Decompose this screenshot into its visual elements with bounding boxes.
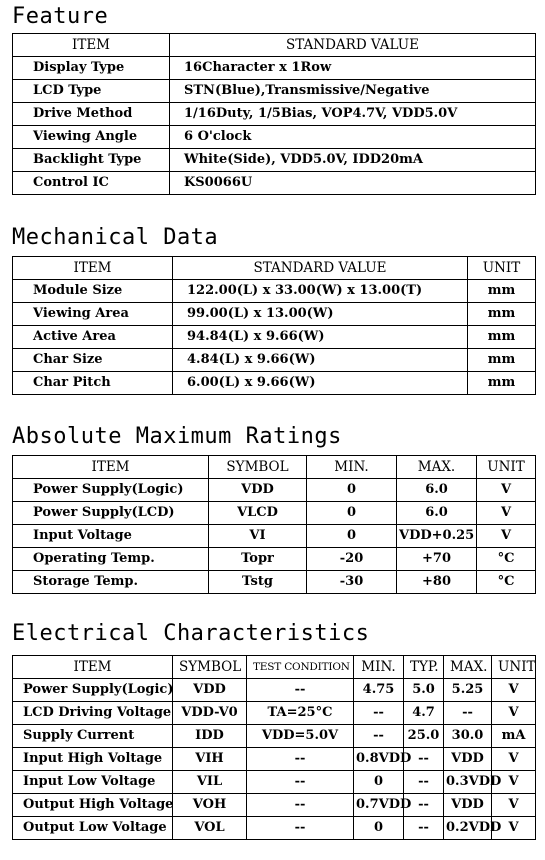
column-header: MAX.	[444, 656, 492, 679]
cell-value: STN(Blue),Transmissive/Negative	[170, 80, 536, 103]
cell-symbol: VLCD	[209, 502, 307, 525]
cell-value: 6.00(L) x 9.66(W)	[173, 372, 468, 395]
table-row	[13, 817, 536, 840]
cell-max: 0.2VDD	[444, 817, 492, 840]
column-header: SYMBOL	[209, 456, 307, 479]
table-row	[13, 372, 536, 395]
cell-symbol: VIL	[173, 771, 247, 794]
column-header: UNIT	[468, 257, 536, 280]
cell-unit: V	[492, 748, 536, 771]
cell-value: 6 O'clock	[170, 126, 536, 149]
cell-symbol: IDD	[173, 725, 247, 748]
cell-value: 16Character x 1Row	[170, 57, 536, 80]
table-header-row	[13, 656, 536, 679]
cell-unit: mA	[492, 725, 536, 748]
column-header: STANDARD VALUE	[173, 257, 468, 280]
cell-unit: mm	[468, 349, 536, 372]
cell-item: Viewing Area	[13, 303, 173, 326]
cell-item: Operating Temp.	[13, 548, 209, 571]
column-header: UNIT	[492, 656, 536, 679]
table-header-row	[13, 456, 536, 479]
table-row	[13, 57, 536, 80]
cell-item: Power Supply(Logic)	[13, 479, 209, 502]
table-row	[13, 702, 536, 725]
cell-item: Storage Temp.	[13, 571, 209, 594]
cell-typ: 25.0	[404, 725, 444, 748]
cell-unit: V	[477, 525, 536, 548]
table-row	[13, 725, 536, 748]
cell-item: Drive Method	[13, 103, 170, 126]
cell-min: 0	[354, 817, 404, 840]
table-row	[13, 103, 536, 126]
cell-min: 0.7VDD	[354, 794, 404, 817]
cell-typ: 4.7	[404, 702, 444, 725]
column-header: MIN.	[307, 456, 397, 479]
cell-value: White(Side), VDD5.0V, IDD20mA	[170, 149, 536, 172]
cell-item: Input Voltage	[13, 525, 209, 548]
column-header: MIN.	[354, 656, 404, 679]
table-row	[13, 502, 536, 525]
cell-min: 0	[307, 479, 397, 502]
cell-symbol: Topr	[209, 548, 307, 571]
table-row	[13, 771, 536, 794]
cell-unit: V	[492, 817, 536, 840]
cell-min: 0.8VDD	[354, 748, 404, 771]
absolute-ratings-table	[12, 455, 536, 594]
cell-min: 0	[307, 525, 397, 548]
cell-unit: °C	[477, 548, 536, 571]
table-row	[13, 326, 536, 349]
cell-condition: --	[247, 748, 354, 771]
cell-unit: V	[492, 771, 536, 794]
electrical-table	[12, 655, 536, 840]
column-header: ITEM	[13, 34, 170, 57]
cell-item: Active Area	[13, 326, 173, 349]
mechanical-title: Mechanical Data	[12, 225, 219, 250]
cell-typ: --	[404, 748, 444, 771]
column-header: MAX.	[397, 456, 477, 479]
table-row	[13, 349, 536, 372]
column-header: TEST CONDITION	[247, 656, 354, 679]
cell-symbol: VIH	[173, 748, 247, 771]
column-header: SYMBOL	[173, 656, 247, 679]
cell-max: 6.0	[397, 479, 477, 502]
cell-max: 0.3VDD	[444, 771, 492, 794]
cell-max: +70	[397, 548, 477, 571]
table-header-row	[13, 34, 536, 57]
absolute-title: Absolute Maximum Ratings	[12, 424, 342, 449]
feature-table	[12, 33, 536, 195]
table-row	[13, 679, 536, 702]
column-header: ITEM	[13, 456, 209, 479]
cell-condition: --	[247, 679, 354, 702]
cell-typ: --	[404, 817, 444, 840]
cell-unit: V	[492, 794, 536, 817]
cell-item: Display Type	[13, 57, 170, 80]
cell-item: Input High Voltage	[13, 748, 173, 771]
cell-item: Char Pitch	[13, 372, 173, 395]
column-header: UNIT	[477, 456, 536, 479]
cell-item: Backlight Type	[13, 149, 170, 172]
cell-unit: V	[492, 702, 536, 725]
cell-unit: V	[492, 679, 536, 702]
feature-title: Feature	[12, 4, 109, 29]
cell-item: Power Supply(LCD)	[13, 502, 209, 525]
cell-typ: 5.0	[404, 679, 444, 702]
cell-symbol: VOH	[173, 794, 247, 817]
cell-item: Input Low Voltage	[13, 771, 173, 794]
table-row	[13, 794, 536, 817]
cell-item: LCD Driving Voltage	[13, 702, 173, 725]
cell-value: 99.00(L) x 13.00(W)	[173, 303, 468, 326]
cell-symbol: VI	[209, 525, 307, 548]
table-row	[13, 525, 536, 548]
cell-unit: mm	[468, 372, 536, 395]
table-row	[13, 280, 536, 303]
cell-typ: --	[404, 794, 444, 817]
cell-item: Module Size	[13, 280, 173, 303]
table-row	[13, 303, 536, 326]
cell-item: Power Supply(Logic)	[13, 679, 173, 702]
cell-min: -30	[307, 571, 397, 594]
cell-condition: VDD=5.0V	[247, 725, 354, 748]
cell-value: KS0066U	[170, 172, 536, 195]
cell-max: VDD+0.25	[397, 525, 477, 548]
cell-value: 122.00(L) x 33.00(W) x 13.00(T)	[173, 280, 468, 303]
cell-symbol: VDD-V0	[173, 702, 247, 725]
cell-item: Viewing Angle	[13, 126, 170, 149]
column-header: ITEM	[13, 257, 173, 280]
cell-symbol: Tstg	[209, 571, 307, 594]
table-header-row	[13, 257, 536, 280]
table-row	[13, 80, 536, 103]
cell-max: 5.25	[444, 679, 492, 702]
cell-max: 30.0	[444, 725, 492, 748]
cell-min: 0	[307, 502, 397, 525]
cell-typ: --	[404, 771, 444, 794]
cell-value: 4.84(L) x 9.66(W)	[173, 349, 468, 372]
cell-min: 0	[354, 771, 404, 794]
cell-max: VDD	[444, 748, 492, 771]
cell-item: Output Low Voltage	[13, 817, 173, 840]
cell-unit: V	[477, 502, 536, 525]
cell-unit: mm	[468, 303, 536, 326]
table-row	[13, 172, 536, 195]
table-row	[13, 126, 536, 149]
table-row	[13, 748, 536, 771]
cell-unit: mm	[468, 280, 536, 303]
mechanical-table	[12, 256, 536, 395]
cell-symbol: VDD	[209, 479, 307, 502]
cell-item: Char Size	[13, 349, 173, 372]
cell-max: +80	[397, 571, 477, 594]
cell-unit: V	[477, 479, 536, 502]
cell-condition: --	[247, 817, 354, 840]
cell-unit: mm	[468, 326, 536, 349]
cell-min: --	[354, 725, 404, 748]
cell-max: VDD	[444, 794, 492, 817]
cell-item: Output High Voltage	[13, 794, 173, 817]
column-header: ITEM	[13, 656, 173, 679]
cell-item: LCD Type	[13, 80, 170, 103]
table-row	[13, 548, 536, 571]
cell-symbol: VDD	[173, 679, 247, 702]
cell-unit: °C	[477, 571, 536, 594]
cell-condition: TA=25°C	[247, 702, 354, 725]
column-header: TYP.	[404, 656, 444, 679]
table-row	[13, 479, 536, 502]
electrical-title: Electrical Characteristics	[12, 621, 370, 646]
table-row	[13, 571, 536, 594]
cell-symbol: VOL	[173, 817, 247, 840]
cell-item: Supply Current	[13, 725, 173, 748]
cell-min: 4.75	[354, 679, 404, 702]
cell-condition: --	[247, 794, 354, 817]
cell-condition: --	[247, 771, 354, 794]
table-row	[13, 149, 536, 172]
cell-max: --	[444, 702, 492, 725]
cell-max: 6.0	[397, 502, 477, 525]
cell-value: 94.84(L) x 9.66(W)	[173, 326, 468, 349]
cell-item: Control IC	[13, 172, 170, 195]
column-header: STANDARD VALUE	[170, 34, 536, 57]
cell-value: 1/16Duty, 1/5Bias, VOP4.7V, VDD5.0V	[170, 103, 536, 126]
cell-min: --	[354, 702, 404, 725]
cell-min: -20	[307, 548, 397, 571]
